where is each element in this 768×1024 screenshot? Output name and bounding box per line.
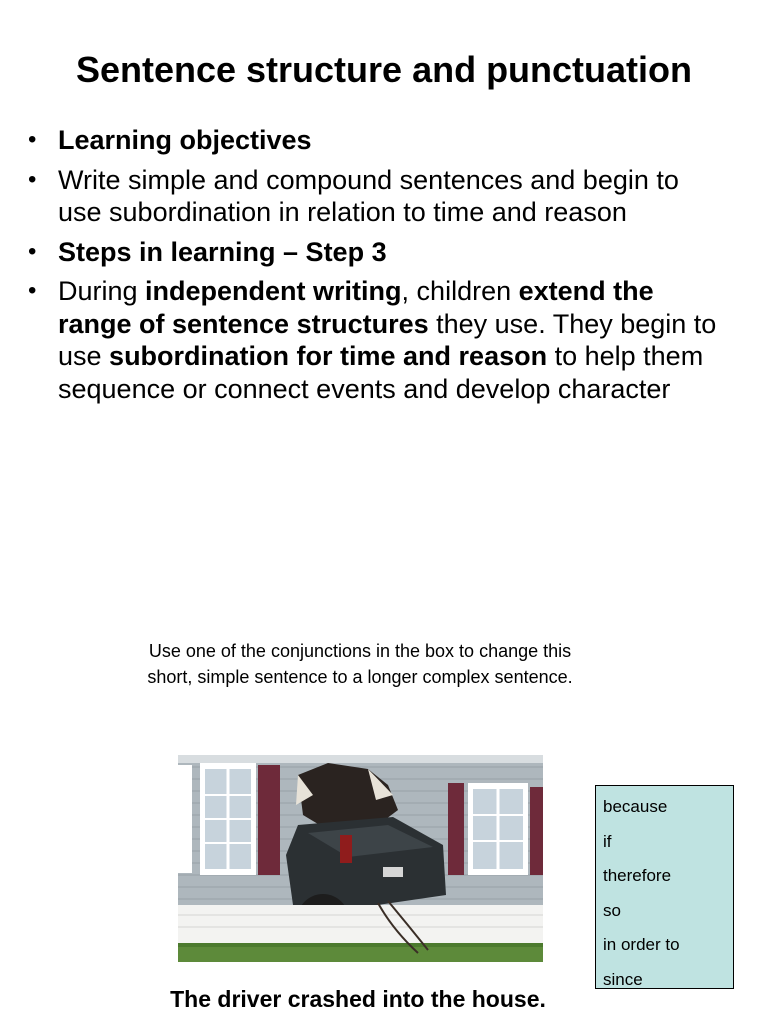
conjunction-box <box>595 785 734 989</box>
instruction-text <box>90 638 630 690</box>
conjunction-item: so <box>603 900 621 920</box>
bullet-steps-in-learning <box>28 236 728 269</box>
bullet-step-detail <box>28 275 728 405</box>
text-run: , children <box>401 276 519 306</box>
text-run-bold: subordination for time and reason <box>109 341 548 371</box>
conjunction-item: if <box>603 831 612 851</box>
conjunction-item: since <box>603 969 643 989</box>
bullet-dot: • <box>28 237 37 265</box>
slide-title: Sentence structure and punctuation <box>75 49 693 90</box>
text-run-bold: extend the range of sentence structures <box>58 276 654 339</box>
conjunction-item: in order to <box>603 935 680 954</box>
conjunction-item: therefore <box>603 866 672 885</box>
bullet-dot: • <box>28 277 37 304</box>
text-run: they use. They begin to use <box>58 308 717 371</box>
bullet-dot: • <box>28 165 37 193</box>
bullet-objective-detail <box>28 164 728 229</box>
text-run: to help them sequence or connect events and develop character <box>58 341 704 404</box>
bullet-text: Steps in learning – Step 3 <box>58 236 387 267</box>
bullet-learning-objectives <box>28 124 728 157</box>
bullet-dot: • <box>28 126 37 153</box>
instruction-line: Use one of the conjunctions in the box to change this <box>148 641 572 661</box>
text-run-bold: independent writing <box>145 276 402 306</box>
bullet-text: Write simple and compound sentences and begin to use subordination in relation to time and reason <box>58 164 679 227</box>
text-run: During <box>58 276 146 306</box>
conjunction-item: because <box>603 797 668 816</box>
crash-photo-illustration <box>178 755 543 962</box>
bullet-text: Learning objectives <box>58 125 312 155</box>
crash-photo <box>178 755 543 962</box>
instruction-line: short, simple sentence to a longer complex sentence. <box>147 667 573 687</box>
photo-caption: The driver crashed into the house. <box>170 986 546 1012</box>
bullet-list <box>28 124 728 412</box>
